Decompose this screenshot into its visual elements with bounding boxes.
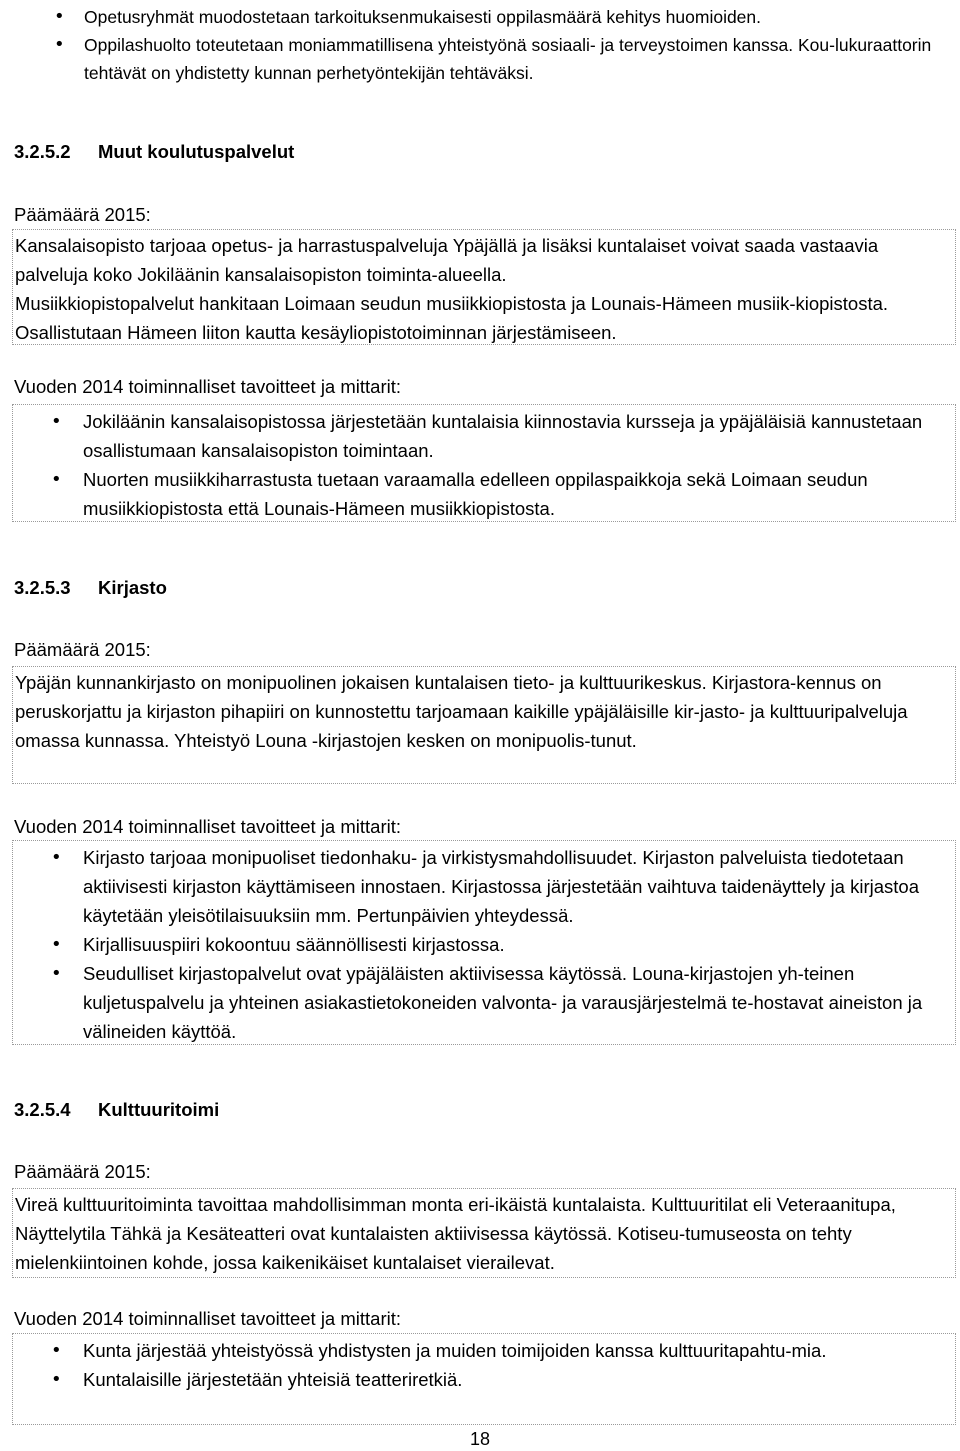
goal-paragraph: Ypäjän kunnankirjasto on monipuolinen jokaisen kuntalaisen tieto- ja kulttuurikeskus. Kirjastora-kennus on peruskorjattu ja kirjaston pihapiiri on kunnostettu tarjoamaan kaikille ypäjäläisille kir-jasto- ja kulttuuripalveluja omassa kunnassa. Yhteistyö Louna -kirjastojen kesken on monipuolis-tunut. (15, 672, 908, 751)
section-title: Kirjasto (98, 577, 167, 598)
targets-label: Vuoden 2014 toiminnalliset tavoitteet ja mittarit: (14, 1308, 402, 1329)
goal-paragraph: Musiikkiopistopalvelut hankitaan Loimaan seudun musiikkiopistosta ja Lounais-Hämeen musiik-kiopistosta. Osallistutaan Hämeen liiton kautta kesäyliopistotoiminnan järjestämiseen. (15, 293, 889, 343)
list-item: • Opetusryhmät muodostetaan tarkoituksenmukaisesti oppilasmäärä kehitys huomioiden. (48, 3, 948, 31)
targets-box (12, 840, 956, 1045)
target-item: • Nuorten musiikkiharrastusta tuetaan varaamalla edelleen oppilaspaikkoja sekä Loimaan seudun musiikkiopistosta että Lounais-Hämeen musiikkiopistosta. (13, 465, 947, 523)
section-number: 3.2.5.4 (14, 1099, 71, 1120)
section-heading (14, 139, 294, 165)
section-title: Muut koulutuspalvelut (98, 141, 295, 162)
target-item: • Kirjallisuuspiiri kokoontuu säännöllisesti kirjastossa. (13, 930, 947, 959)
goal-label: Päämäärä 2015: (14, 204, 151, 225)
section-number: 3.2.5.3 (14, 577, 71, 598)
goal-label: Päämäärä 2015: (14, 1161, 151, 1182)
target-item: • Kirjasto tarjoaa monipuoliset tiedonhaku- ja virkistysmahdollisuudet. Kirjaston palveluista tiedotetaan aktiivisesti kirjaston käyttämiseen innostaen. Kirjastossa järjestetään vaihtuva taidenäyttely ja kirjastoa käytetään yleisötilaisuuksiin mm. Pertunpäivien yhteydessä. (13, 843, 947, 930)
page-number: 18 (469, 1429, 491, 1449)
target-item: • Jokiläänin kansalaisopistossa järjestetään kuntalaisia kiinnostavia kursseja ja ypäjäläisiä kannustetaan osallistumaan kansalaisopiston toimintaan. (13, 407, 947, 465)
list-item: • Oppilashuolto toteutetaan moniammatillisena yhteistyönä sosiaali- ja terveystoimen kanssa. Kou-lukuraattorin tehtävät on yhdistetty kunnan perhetyöntekijän tehtäväksi. (48, 31, 948, 87)
section-number: 3.2.5.2 (14, 141, 71, 162)
targets-label: Vuoden 2014 toiminnalliset tavoitteet ja mittarit: (14, 376, 402, 397)
targets-box (12, 404, 956, 522)
intro-bullet-list (48, 3, 948, 87)
section-heading (14, 575, 167, 601)
goal-paragraph: Vireä kulttuuritoiminta tavoittaa mahdollisimman monta eri-ikäistä kuntalaista. Kulttuuritilat eli Veteraanitupa, Näyttelytila Tähkä ja Kesäteatteri ovat kuntalaisten aktiivisessa käytössä. Kotiseu-tumuseosta on tehty mielenkiintoinen kohde, jossa kaikenikäiset kuntalaiset vierailevat. (15, 1194, 896, 1273)
section-heading (14, 1097, 219, 1123)
goal-paragraph: Kansalaisopisto tarjoaa opetus- ja harrastuspalveluja Ypäjällä ja lisäksi kuntalaiset voivat saada vastaavia palveluja koko Jokiläänin kansalaisopiston toiminta-alueella. (15, 235, 879, 285)
target-item: • Kunta järjestää yhteistyössä yhdistysten ja muiden toimijoiden kanssa kulttuuritapahtu-mia. (13, 1336, 947, 1365)
target-item: • Kuntalaisille järjestetään yhteisiä teatteriretkiä. (13, 1365, 947, 1394)
targets-label: Vuoden 2014 toiminnalliset tavoitteet ja mittarit: (14, 816, 402, 837)
section-title: Kulttuuritoimi (98, 1099, 220, 1120)
goal-box (12, 666, 956, 784)
goal-label: Päämäärä 2015: (14, 639, 151, 660)
targets-box (12, 1333, 956, 1425)
goal-box (12, 229, 956, 345)
goal-box (12, 1188, 956, 1278)
target-item: • Seudulliset kirjastopalvelut ovat ypäjäläisten aktiivisessa käytössä. Louna-kirjastojen yh-teinen kuljetuspalvelu ja yhteinen asiakastietokoneiden valvonta- ja varausjärjestelmä te-hostavat aineiston ja välineiden käyttöä. (13, 959, 947, 1046)
